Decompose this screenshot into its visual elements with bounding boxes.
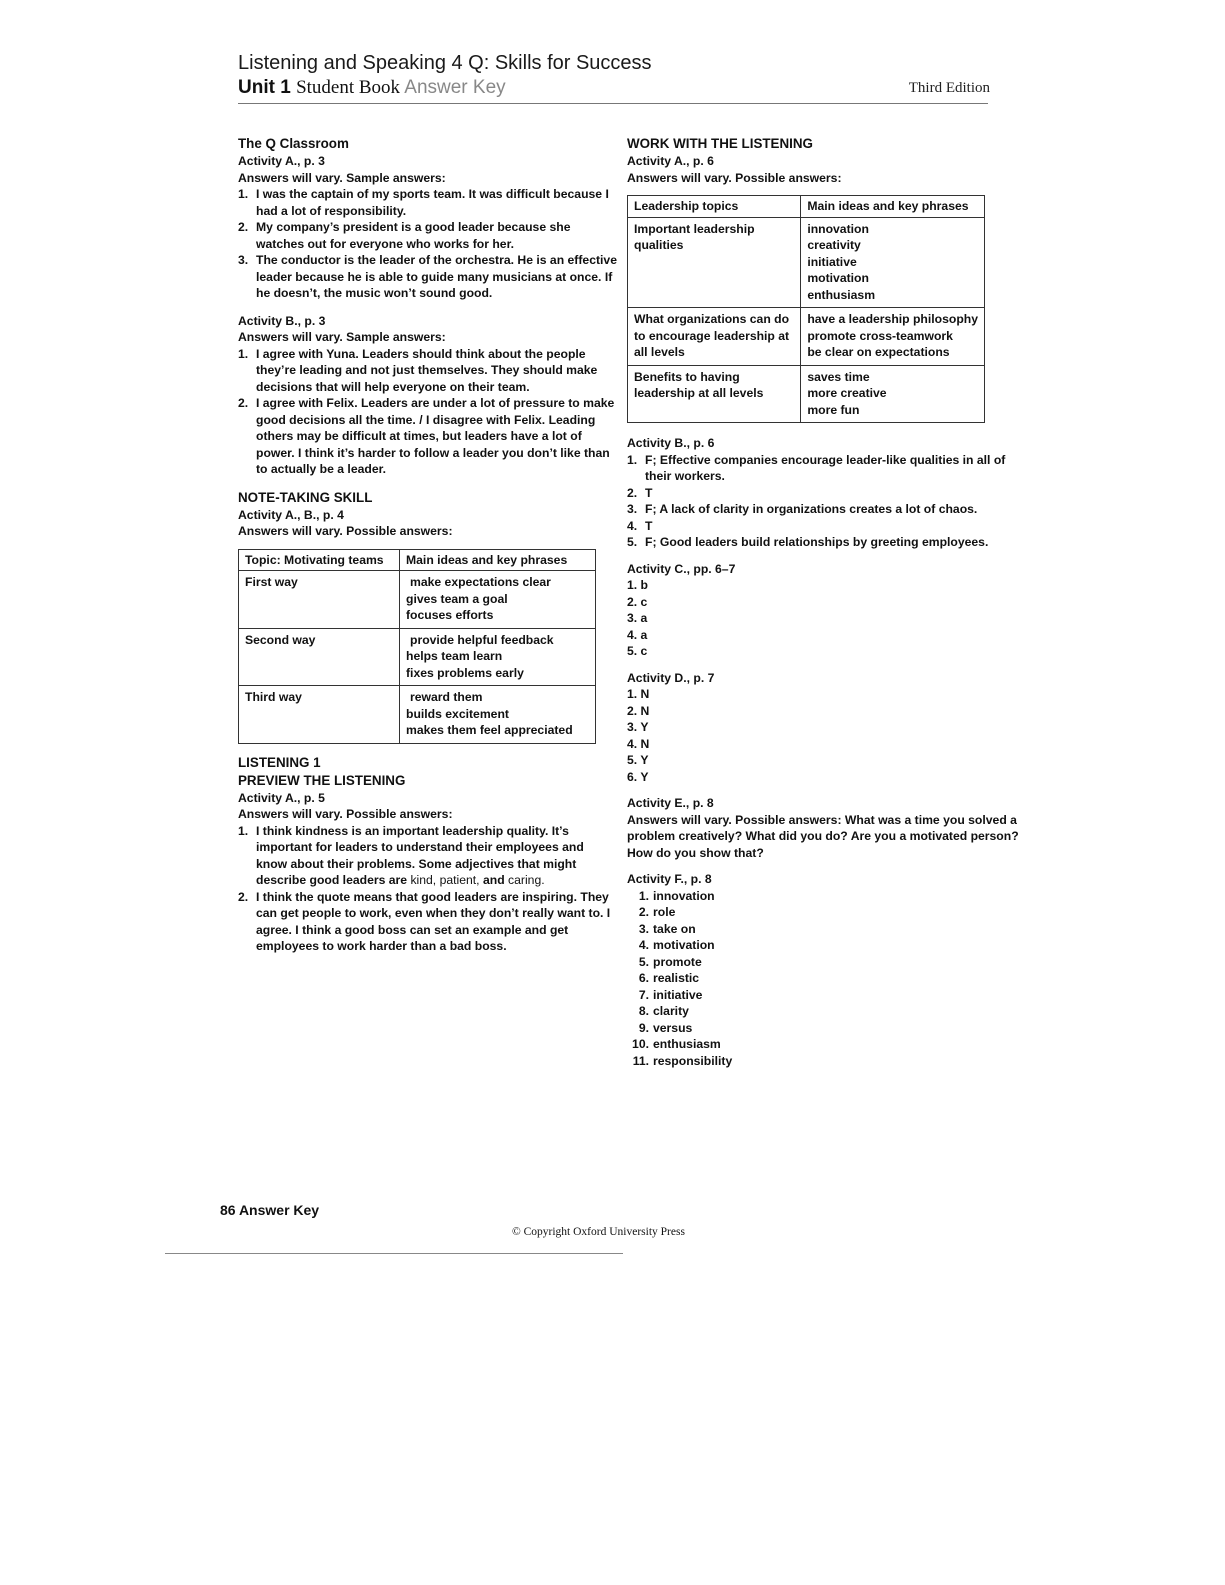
item-number: 2. bbox=[238, 220, 249, 234]
idea-line: provide helpful feedback bbox=[410, 632, 554, 647]
table-header-row bbox=[628, 196, 985, 218]
idea-line: focuses efforts bbox=[406, 608, 494, 622]
activity-note: Answers will vary. Sample answers: bbox=[238, 170, 446, 185]
item-text: F; Good leaders build relationships by greeting employees. bbox=[645, 535, 989, 549]
item-number: 5. bbox=[627, 535, 638, 549]
page-number-label: 86 Answer Key bbox=[220, 1202, 320, 1218]
list-item: 4. N bbox=[627, 736, 650, 751]
list-item: 1. N bbox=[627, 687, 650, 701]
answer-item bbox=[238, 252, 618, 302]
list-item: 2. N bbox=[627, 703, 650, 718]
answer-item bbox=[627, 518, 1022, 535]
idea-line: helps team learn bbox=[406, 649, 503, 663]
item-number: 1. bbox=[238, 346, 249, 361]
item-text: My company’s president is a good leader because she watches out for everyone who works for her. bbox=[256, 220, 571, 251]
item-number: 2. bbox=[638, 905, 649, 919]
idea-line: makes them feel appreciated bbox=[406, 723, 573, 737]
item-number: 7. bbox=[638, 987, 649, 1002]
activity-title: Activity A., B., p. 4 bbox=[238, 507, 344, 522]
table-cell-topic: Benefits to having leadership at all levels bbox=[628, 365, 801, 423]
table-header-row bbox=[239, 549, 596, 571]
idea-line: innovation bbox=[807, 221, 869, 236]
activity-title: Activity A., p. 3 bbox=[238, 154, 325, 168]
list-item: 2. c bbox=[627, 594, 648, 609]
item-text: realistic bbox=[653, 971, 700, 985]
book-title: Listening and Speaking 4 Q: Skills for Success bbox=[238, 52, 652, 74]
idea-line: more creative bbox=[807, 386, 887, 400]
answer-key-label: Answer Key bbox=[404, 77, 506, 98]
idea-line: initiative bbox=[807, 254, 857, 269]
table-header-cell: Main ideas and key phrases bbox=[801, 196, 985, 218]
left-column bbox=[238, 135, 618, 955]
item-text: F; A lack of clarity in organizations creates a lot of chaos. bbox=[645, 502, 978, 516]
adjective: caring. bbox=[508, 873, 545, 887]
section-heading-note-taking: NOTE-TAKING SKILL bbox=[238, 489, 373, 505]
list-item bbox=[627, 1036, 1022, 1053]
table-row bbox=[239, 571, 596, 629]
activity-title: Activity B., p. 6 bbox=[627, 436, 715, 450]
list-item bbox=[627, 937, 1022, 954]
table-cell-topic: Third way bbox=[239, 686, 400, 744]
item-number: 1. bbox=[238, 187, 249, 201]
item-text: T bbox=[645, 485, 653, 500]
item-number: 2. bbox=[238, 396, 249, 410]
answer-item bbox=[627, 501, 1022, 518]
activity-text: Answers will vary. Possible answers: What was a time you solved a problem creatively? What did you do? Are you a motivated person? How do you show that? bbox=[627, 812, 1019, 860]
adjective: kind, bbox=[410, 873, 437, 887]
answer-item bbox=[238, 346, 618, 396]
idea-line: have a leadership philosophy bbox=[807, 312, 978, 326]
table-cell-topic: Second way bbox=[239, 628, 400, 686]
list-item: 3. Y bbox=[627, 720, 649, 734]
header-rule bbox=[238, 103, 988, 104]
activity-note: Answers will vary. Sample answers: bbox=[238, 330, 446, 344]
item-text: I agree with Yuna. Leaders should think about the people they’re leading and not just themselves. They should make decisions that will help everyone on their team. bbox=[256, 346, 598, 394]
table-cell-topic: First way bbox=[239, 571, 400, 629]
list-item: 3. a bbox=[627, 611, 648, 625]
idea-line: enthusiasm bbox=[807, 287, 876, 302]
answer-list bbox=[238, 186, 618, 302]
item-text: motivation bbox=[653, 938, 715, 952]
list-item: 6. Y bbox=[627, 769, 649, 784]
table-cell-topic: What organizations can do to encourage leadership at all levels bbox=[628, 308, 801, 366]
activity-title: Activity E., p. 8 bbox=[627, 796, 714, 810]
item-text: role bbox=[653, 905, 676, 919]
item-text: clarity bbox=[653, 1004, 689, 1018]
edition-label: Third Edition bbox=[908, 80, 990, 96]
item-text: F; Effective companies encourage leader-like qualities in all of their workers. bbox=[645, 452, 1006, 483]
unit-line bbox=[238, 77, 990, 101]
unit-label: Unit 1 bbox=[238, 77, 291, 98]
table-row bbox=[239, 628, 596, 686]
item-text: responsibility bbox=[653, 1053, 733, 1068]
list-item bbox=[627, 954, 1022, 971]
table-header-cell: Main ideas and key phrases bbox=[400, 549, 596, 571]
table-header-cell: Topic: Motivating teams bbox=[239, 549, 400, 571]
idea-line: builds excitement bbox=[406, 706, 509, 721]
section-heading-work-with-listening: WORK WITH THE LISTENING bbox=[627, 136, 813, 151]
answer-item bbox=[238, 889, 618, 955]
activity-title: Activity C., pp. 6–7 bbox=[627, 561, 736, 576]
item-text: I was the captain of my sports team. It was difficult because I had a lot of responsibility. bbox=[256, 187, 609, 218]
list-item bbox=[627, 921, 1022, 938]
answer-item bbox=[238, 186, 618, 219]
table-cell-ideas bbox=[400, 571, 596, 629]
answer-item bbox=[238, 395, 618, 478]
section-heading-preview: PREVIEW THE LISTENING bbox=[238, 772, 406, 788]
item-text: I agree with Felix. Leaders are under a lot of pressure to make good decisions all the time. / I disagree with Felix. Leading others may be difficult at times, but leaders have a lot of power. I think it’s harder to follow a leader you don’t like than to actually be a leader. bbox=[256, 396, 615, 476]
activity-title: Activity D., p. 7 bbox=[627, 670, 715, 685]
table-cell-topic: Important leadership qualities bbox=[628, 217, 801, 308]
conjunction: and bbox=[482, 873, 505, 887]
table-row bbox=[628, 217, 985, 308]
vocabulary-list bbox=[627, 888, 1022, 1070]
activity-note: Answers will vary. Possible answers: bbox=[627, 170, 842, 185]
idea-line: more fun bbox=[807, 402, 860, 417]
activity-title: Activity A., p. 5 bbox=[238, 790, 325, 805]
list-item bbox=[627, 888, 1022, 905]
activity-note: Answers will vary. Possible answers: bbox=[238, 807, 453, 821]
idea-line: promote cross-teamwork bbox=[807, 328, 953, 343]
list-item bbox=[627, 904, 1022, 921]
table-row bbox=[628, 308, 985, 366]
adjective: patient, bbox=[439, 873, 480, 887]
item-number: 3. bbox=[638, 921, 649, 936]
item-number: 8. bbox=[638, 1004, 649, 1018]
idea-line: motivation bbox=[807, 271, 869, 285]
table-header-cell: Leadership topics bbox=[628, 196, 801, 218]
idea-line: be clear on expectations bbox=[807, 345, 950, 359]
activity-note: Answers will vary. Possible answers: bbox=[238, 524, 453, 538]
answer-list bbox=[238, 823, 618, 955]
item-number: 11. bbox=[632, 1053, 649, 1068]
item-number: 1. bbox=[638, 888, 649, 903]
item-number: 1. bbox=[627, 452, 638, 467]
answer-item bbox=[627, 452, 1022, 485]
item-number: 10. bbox=[632, 1037, 649, 1051]
table-row bbox=[239, 686, 596, 744]
item-number: 4. bbox=[638, 938, 649, 952]
item-text: The conductor is the leader of the orchestra. He is an effective leader because he is able to guide many musicians at once. If he doesn’t, the music won’t sound good. bbox=[256, 253, 617, 300]
section-heading-q-classroom: The Q Classroom bbox=[238, 136, 349, 151]
idea-line: fixes problems early bbox=[406, 665, 524, 680]
list-item bbox=[627, 1020, 1022, 1037]
copyright-notice: © Copyright Oxford University Press bbox=[512, 1226, 685, 1238]
item-text: innovation bbox=[653, 888, 715, 903]
list-item: 4. a bbox=[627, 627, 648, 642]
list-item: 1. b bbox=[627, 578, 648, 592]
answer-item bbox=[238, 219, 618, 252]
idea-line: saves time bbox=[807, 369, 870, 384]
page-header bbox=[238, 52, 990, 101]
item-text: I think kindness is an important leadership quality. It’s important for leaders to understand their employees and know about their problems. Some adjectives that might describe good leaders are bbox=[256, 823, 584, 887]
item-number: 2. bbox=[238, 889, 249, 904]
book-label: Student Book bbox=[296, 77, 401, 98]
item-number: 5. bbox=[638, 954, 649, 969]
idea-line: creativity bbox=[807, 238, 861, 252]
list-item bbox=[627, 1053, 1022, 1070]
item-text: promote bbox=[653, 954, 702, 969]
idea-line: reward them bbox=[410, 690, 483, 704]
footer-rule bbox=[165, 1253, 623, 1254]
answer-list bbox=[627, 452, 1022, 551]
activity-title: Activity F., p. 8 bbox=[627, 872, 712, 886]
list-item bbox=[627, 970, 1022, 987]
leadership-table bbox=[627, 195, 985, 423]
section-heading-listening-1: LISTENING 1 bbox=[238, 754, 321, 770]
idea-line: make expectations clear bbox=[410, 575, 551, 589]
answer-item bbox=[238, 823, 618, 889]
item-number: 6. bbox=[638, 971, 649, 985]
item-text: I think the quote means that good leaders are inspiring. They can get people to work, even when they don’t really want to. I agree. I think a good boss can set an example and get employees to work harder than a bad boss. bbox=[256, 889, 611, 953]
item-number: 2. bbox=[627, 485, 638, 500]
item-number: 4. bbox=[627, 518, 638, 533]
list-item: 5. Y bbox=[627, 753, 649, 767]
answer-item bbox=[627, 485, 1022, 502]
answer-list bbox=[627, 686, 1022, 785]
table-cell-ideas bbox=[400, 686, 596, 744]
item-text: take on bbox=[653, 921, 696, 936]
list-item bbox=[627, 1003, 1022, 1020]
table-cell-ideas bbox=[801, 308, 985, 366]
item-number: 3. bbox=[627, 502, 638, 516]
item-number: 3. bbox=[238, 253, 249, 267]
table-cell-ideas bbox=[801, 365, 985, 423]
item-text: versus bbox=[653, 1020, 693, 1035]
activity-title: Activity A., p. 6 bbox=[627, 154, 714, 168]
table-cell-ideas bbox=[801, 217, 985, 308]
item-text: T bbox=[645, 518, 653, 533]
table-row bbox=[628, 365, 985, 423]
item-text: enthusiasm bbox=[653, 1037, 721, 1051]
idea-line: gives team a goal bbox=[406, 591, 508, 606]
activity-title: Activity B., p. 3 bbox=[238, 313, 326, 328]
list-item: 5. c bbox=[627, 644, 648, 658]
list-item bbox=[627, 987, 1022, 1004]
answer-list bbox=[627, 577, 1022, 660]
answer-list bbox=[238, 346, 618, 478]
note-taking-table bbox=[238, 549, 596, 744]
answer-item bbox=[627, 534, 1022, 551]
item-number: 9. bbox=[638, 1020, 649, 1035]
item-text: initiative bbox=[653, 987, 703, 1002]
item-number: 1. bbox=[238, 823, 249, 838]
right-column bbox=[627, 135, 1022, 1069]
table-cell-ideas bbox=[400, 628, 596, 686]
